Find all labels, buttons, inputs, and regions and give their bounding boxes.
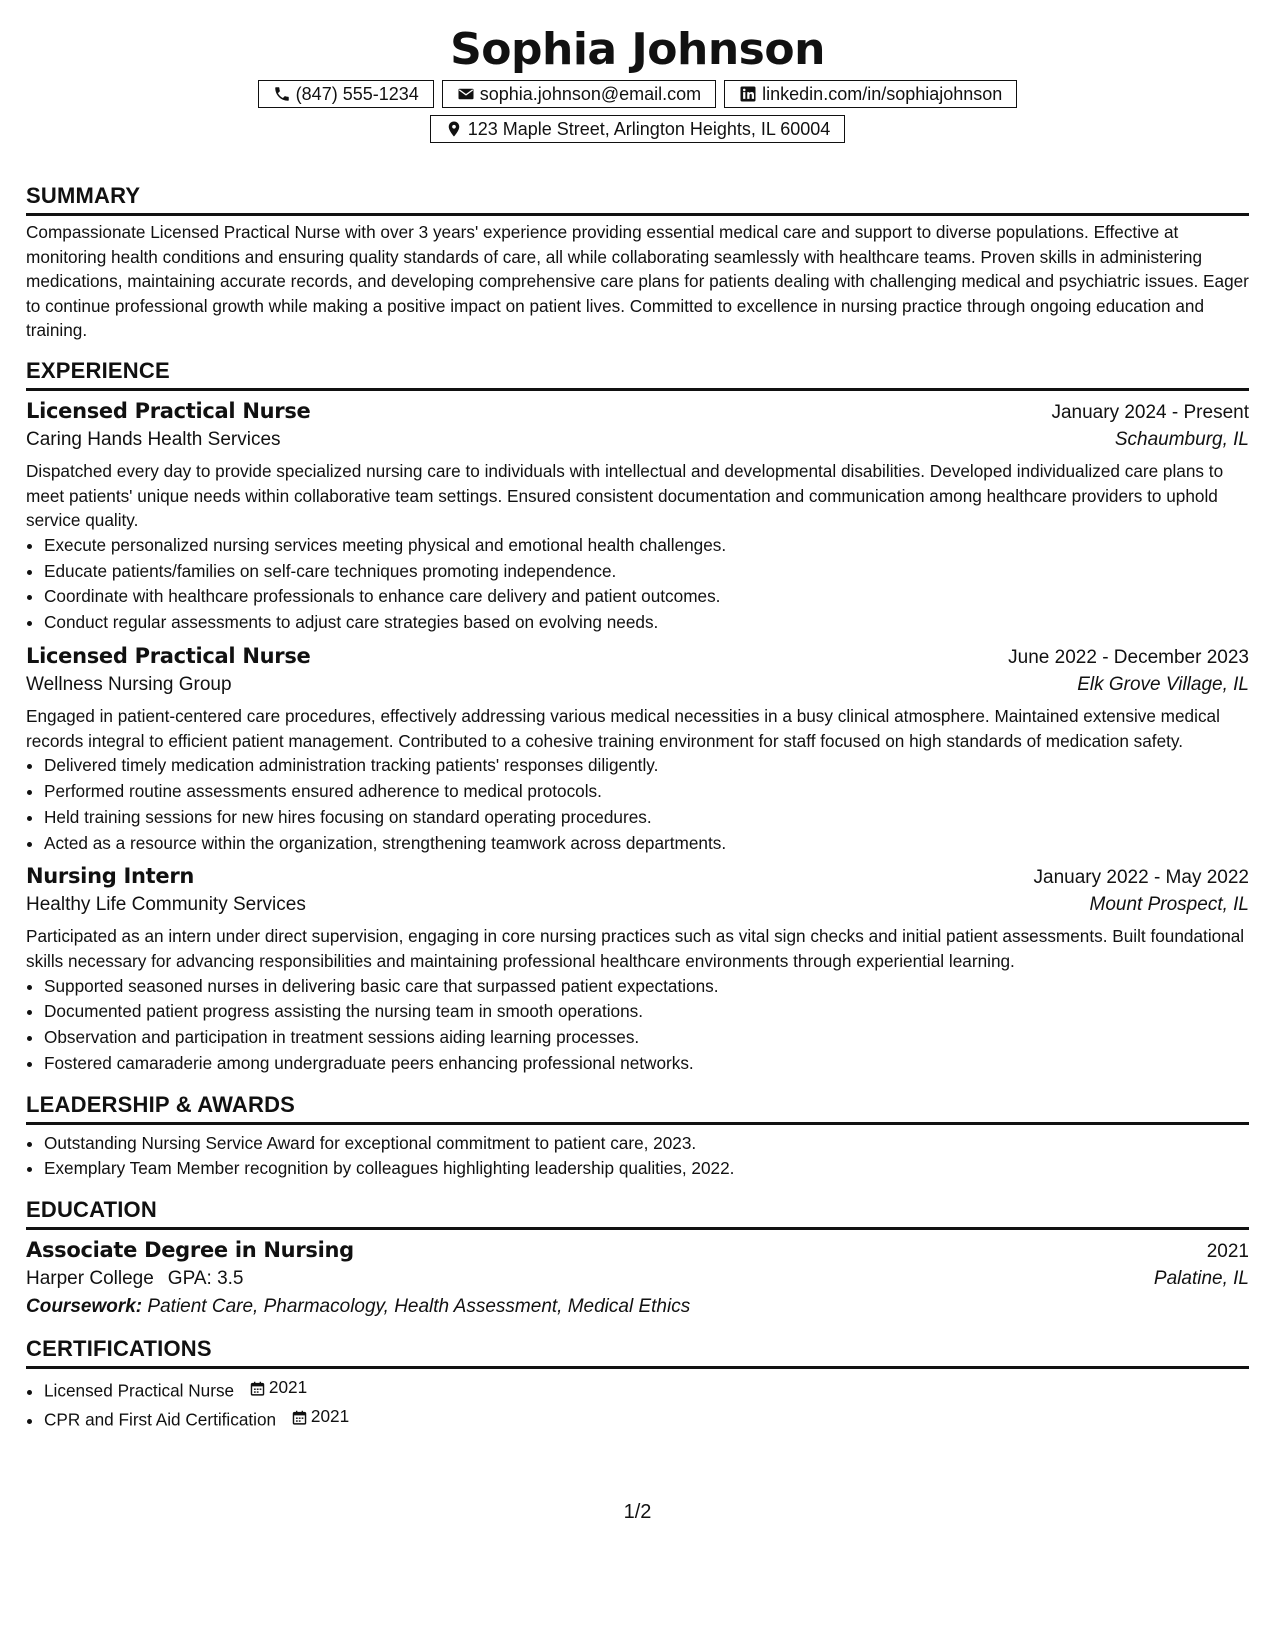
job-title: Licensed Practical Nurse: [26, 398, 311, 423]
list-item: [44, 1404, 1249, 1433]
map-marker-icon: [445, 120, 463, 138]
coursework: [26, 1296, 1249, 1318]
job-company: Healthy Life Community Services: [26, 894, 306, 916]
phone-chip[interactable]: [258, 80, 434, 108]
school-name: Harper College: [26, 1268, 154, 1290]
certifications-heading: CERTIFICATIONS: [26, 1334, 1249, 1369]
job-entry: [26, 644, 1249, 856]
list-item: • Observation and participation in treatment sessions aiding learning processes.: [44, 1025, 1249, 1051]
list-item: • Coordinate with healthcare professionals to enhance care delivery and patient outcomes.: [44, 584, 1249, 610]
list-item: • Performed routine assessments ensured adherence to medical protocols.: [44, 779, 1249, 805]
job-title: Licensed Practical Nurse: [26, 643, 311, 668]
job-title: Nursing Intern: [26, 864, 195, 889]
coursework-list: Patient Care, Pharmacology, Health Assessment, Medical Ethics: [147, 1296, 691, 1318]
leadership-list: [26, 1131, 1249, 1183]
linkedin-icon: [739, 85, 757, 103]
job-entry: [26, 399, 1249, 636]
list-item: • Acted as a resource within the organization, strengthening teamwork across departments.: [44, 831, 1249, 857]
education-entry: [26, 1238, 1249, 1263]
address-chip[interactable]: [430, 115, 846, 143]
envelope-icon: [457, 85, 475, 103]
experience-heading: EXPERIENCE: [26, 356, 1249, 391]
coursework-label: Coursework:: [26, 1296, 143, 1318]
candidate-name: Sophia Johnson: [450, 24, 825, 75]
job-location: Elk Grove Village, IL: [1077, 673, 1249, 695]
list-item: • Execute personalized nursing services meeting physical and emotional health challenges.: [44, 533, 1249, 559]
certifications-list: [26, 1375, 1249, 1433]
list-item: • Supported seasoned nurses in delivering basic care that surpassed patient expectations.: [44, 974, 1249, 1000]
summary-heading: SUMMARY: [26, 181, 1249, 216]
graduation-year: 2021: [1206, 1241, 1249, 1263]
contact-row: [26, 80, 1249, 108]
job-location: Mount Prospect, IL: [1089, 894, 1249, 916]
gpa: GPA: 3.5: [167, 1268, 244, 1290]
job-dates: January 2022 - May 2022: [1033, 867, 1249, 889]
leadership-heading: LEADERSHIP & AWARDS: [26, 1090, 1249, 1125]
page-number: 1/2: [623, 1501, 652, 1523]
list-item: • Delivered timely medication administration tracking patients' responses diligently.: [44, 753, 1249, 779]
list-item: • Held training sessions for new hires focusing on standard operating procedures.: [44, 805, 1249, 831]
list-item: [44, 1375, 1249, 1404]
phone-icon: [273, 85, 291, 103]
calendar-icon: [291, 1409, 308, 1426]
job-location: Schaumburg, IL: [1114, 428, 1249, 450]
email-text: sophia.johnson@email.com: [479, 83, 702, 104]
linkedin-text: linkedin.com/in/sophiajohnson: [762, 83, 1003, 104]
list-item: • Educate patients/families on self-care techniques promoting independence.: [44, 559, 1249, 585]
job-dates: June 2022 - December 2023: [1008, 646, 1249, 668]
job-description: Dispatched every day to provide specialized nursing care to individuals with intellectual and developmental disabilities. Developed individualized care plans to meet patients' unique needs within collaborative team settings. Ensured consistent documentation and communication among healthcare providers to uphold service quality.: [26, 460, 1224, 531]
degree-title: Associate Degree in Nursing: [26, 1238, 354, 1263]
address-row: [26, 115, 1249, 143]
certification-name: Licensed Practical Nurse: [44, 1380, 235, 1401]
job-description: Participated as an intern under direct supervision, engaging in core nursing practices such as vital sign checks and initial patient assessments. Built foundational skills necessary for advancing responsibilities and maintaining professional healthcare environments through experiential learning.: [26, 926, 1245, 971]
linkedin-chip[interactable]: [724, 80, 1017, 108]
list-item: • Exemplary Team Member recognition by colleagues highlighting leadership qualities, 2022.: [44, 1156, 1249, 1182]
email-chip[interactable]: [442, 80, 716, 108]
job-bullets: [26, 974, 1249, 1077]
certification-year: 2021: [310, 1406, 350, 1427]
job-company: Wellness Nursing Group: [26, 673, 232, 695]
certification-year: 2021: [268, 1377, 308, 1398]
job-bullets: [26, 753, 1249, 856]
resume-page: [26, 0, 1249, 1650]
school-location: Palatine, IL: [1153, 1268, 1249, 1290]
job-description: Engaged in patient-centered care procedures, effectively addressing various medical necessities in a busy clinical atmosphere. Maintained extensive medical records integral to efficient patient management. Contributed to a cohesive training environment for staff focused on high standards of medication safety.: [26, 705, 1220, 751]
job-entry: [26, 864, 1249, 1076]
job-company: Caring Hands Health Services: [26, 428, 281, 450]
list-item: • Outstanding Nursing Service Award for exceptional commitment to patient care, 2023.: [44, 1131, 1249, 1157]
job-bullets: [26, 533, 1249, 636]
calendar-icon: [249, 1380, 266, 1397]
list-item: • Fostered camaraderie among undergraduate peers enhancing professional networks.: [44, 1051, 1249, 1077]
education-heading: EDUCATION: [26, 1195, 1249, 1230]
list-item: • Documented patient progress assisting the nursing team in smooth operations.: [44, 999, 1249, 1025]
job-dates: January 2024 - Present: [1051, 401, 1249, 423]
summary-text: Compassionate Licensed Practical Nurse with over 3 years' experience providing essential medical care and support to diverse populations. Effective at monitoring health conditions and ensuring quality standards of care, all while collaborating seamlessly with healthcare teams. Proven skills in administering medications, maintaining accurate records, and developing comprehensive care plans for patients dealing with challenging medical and psychiatric issues. Eager to continue professional growth while making a positive impact on patient lives. Committed to excellence in nursing practice through ongoing education and training.: [26, 222, 1249, 341]
certification-name: CPR and First Aid Certification: [44, 1409, 277, 1430]
phone-text: (847) 555-1234: [295, 83, 419, 104]
list-item: • Conduct regular assessments to adjust care strategies based on evolving needs.: [44, 610, 1249, 636]
address-text: 123 Maple Street, Arlington Heights, IL 60004: [467, 118, 831, 139]
